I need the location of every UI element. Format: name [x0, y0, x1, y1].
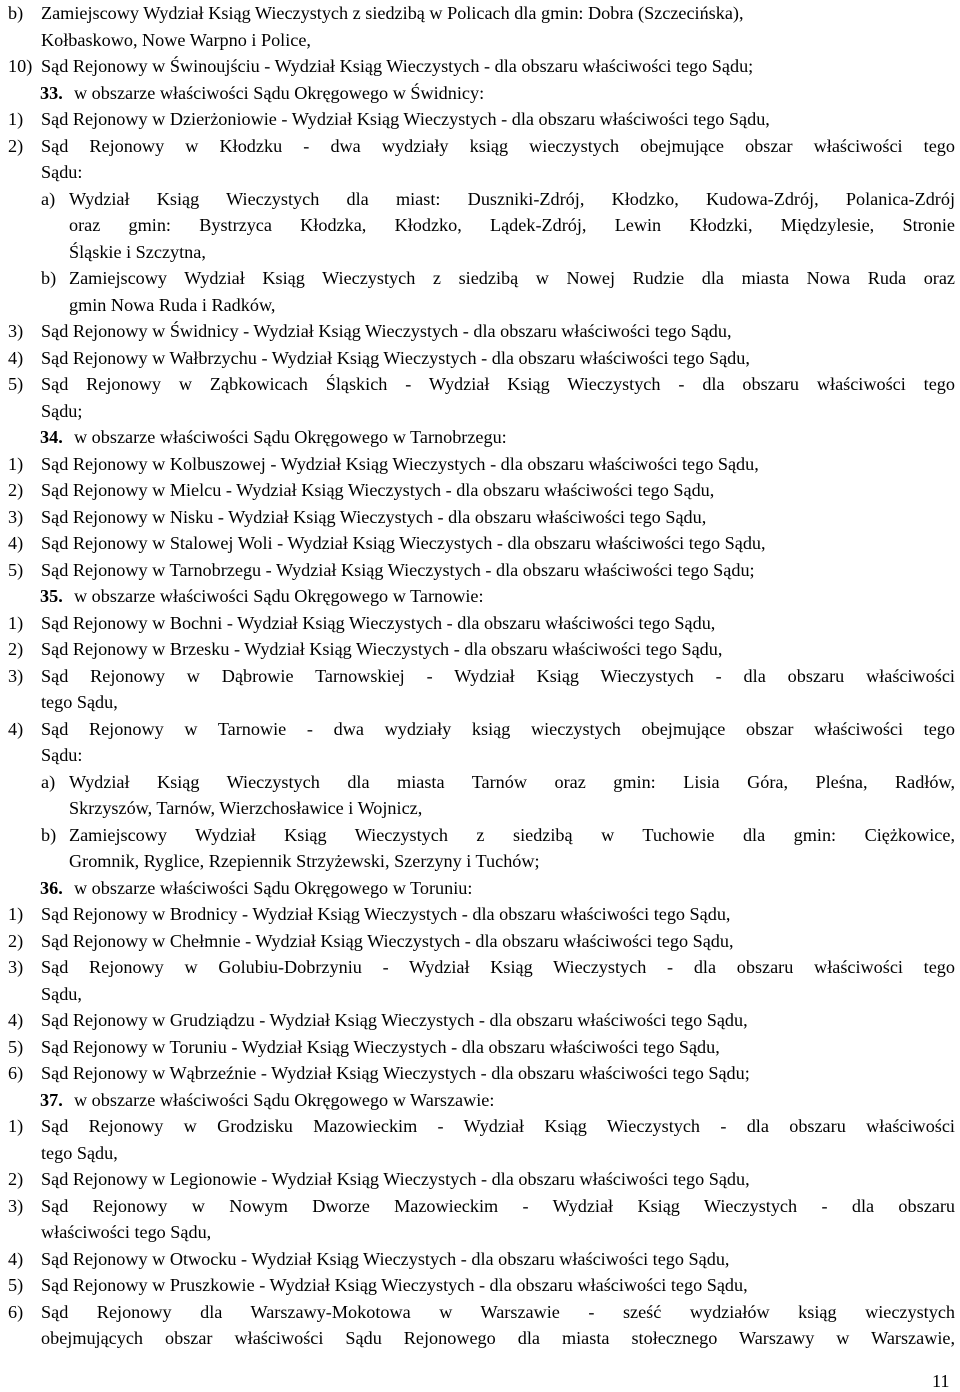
- line-text: Sądu:: [41, 745, 83, 765]
- line-text: Sąd Rejonowy w Legionowie - Wydział Ksiąg Wieczystych - dla obszaru właściwości tego Sądu,: [41, 1169, 750, 1189]
- line-text: Sąd Rejonowy w Świdnicy - Wydział Ksiąg Wieczystych - dla obszaru właściwości tego Sądu,: [41, 321, 732, 341]
- line-text: Sąd Rejonowy w Grodzisku Mazowieckim - Wydział Ksiąg Wieczystych - dla obszaru właściwości: [41, 1116, 955, 1136]
- line-text: Sąd Rejonowy w Świnoujściu - Wydział Ksiąg Wieczystych - dla obszaru właściwości tego Sądu;: [41, 56, 754, 76]
- item-marker: 3): [8, 506, 24, 527]
- item-marker: 1): [8, 612, 24, 633]
- line-text: Sąd Rejonowy w Golubiu-Dobrzyniu - Wydział Ksiąg Wieczystych - dla obszaru właściwości tego: [41, 957, 955, 977]
- item-marker: 5): [8, 374, 24, 394]
- line-text: Sąd Rejonowy w Ząbkowicach Śląskich - Wydział Ksiąg Wieczystych - dla obszaru właściwości tego: [41, 374, 955, 394]
- line-text: oraz gmin: Bystrzyca Kłodzka, Kłodzko, Lądek-Zdrój, Lewin Kłodzki, Międzylesie, Stronie: [69, 215, 955, 235]
- item-marker: a): [41, 188, 56, 209]
- line-text: Sąd Rejonowy w Grudziądzu - Wydział Ksiąg Wieczystych - dla obszaru właściwości tego Sądu,: [41, 1010, 748, 1030]
- line-text: Sąd Rejonowy w Nisku - Wydział Ksiąg Wieczystych - dla obszaru właściwości tego Sądu,: [41, 506, 707, 527]
- item-marker: 6): [8, 1301, 24, 1322]
- line-text: Zamiejscowy Wydział Ksiąg Wieczystych z siedzibą w Policach dla gmin: Dobra (Szczecińska),: [41, 3, 744, 23]
- item-marker: 1): [8, 1116, 24, 1136]
- line-text: Sąd Rejonowy w Dąbrowie Tarnowskiej - Wydział Ksiąg Wieczystych - dla obszaru właściwości: [41, 665, 955, 686]
- line-text: Sąd Rejonowy w Toruniu - Wydział Ksiąg Wieczystych - dla obszaru właściwości tego Sądu,: [41, 1036, 720, 1057]
- line-text: Sąd Rejonowy dla Warszawy-Mokotowa w Warszawie - sześć wydziałów ksiąg wieczystych: [41, 1301, 955, 1322]
- item-marker: 2): [8, 1169, 24, 1189]
- item-marker: 5): [8, 1275, 24, 1295]
- line-text: Sądu:: [41, 162, 83, 182]
- line-text: Śląskie i Szczytna,: [69, 241, 206, 262]
- item-marker: 6): [8, 1063, 24, 1083]
- line-text: Sąd Rejonowy w Pruszkowie - Wydział Ksiąg Wieczystych - dla obszaru właściwości tego Sądu,: [41, 1275, 748, 1295]
- line-text: gmin Nowa Ruda i Radków,: [69, 294, 276, 315]
- line-text: Sąd Rejonowy w Dzierżoniowie - Wydział Ksiąg Wieczystych - dla obszaru właściwości tego Sądu,: [41, 109, 770, 129]
- item-marker: 4): [8, 347, 24, 368]
- line-text: tego Sądu,: [41, 692, 118, 712]
- line-text: obejmujących obszar właściwości Sądu Rejonowego dla miasta stołecznego Warszawy w Warszawie,: [41, 1328, 955, 1348]
- section-number: 34.: [40, 427, 63, 447]
- line-text: Zamiejscowy Wydział Ksiąg Wieczystych z siedzibą w Nowej Rudzie dla miasta Nowa Ruda oraz: [69, 268, 955, 288]
- line-text: Wydział Ksiąg Wieczystych dla miasta Tarnów oraz gmin: Lisia Góra, Pleśna, Radłów,: [69, 771, 955, 792]
- line-text: Sądu;: [41, 400, 83, 421]
- item-marker: 3): [8, 1195, 24, 1216]
- item-marker: 1): [8, 904, 24, 924]
- line-text: Sąd Rejonowy w Otwocku - Wydział Ksiąg Wieczystych - dla obszaru właściwości tego Sądu,: [41, 1248, 730, 1269]
- line-text: Kołbaskowo, Nowe Warpno i Police,: [41, 29, 311, 50]
- item-marker: b): [41, 268, 57, 288]
- item-marker: 3): [8, 321, 24, 341]
- item-marker: 4): [8, 1248, 24, 1269]
- item-marker: 2): [8, 135, 24, 156]
- item-marker: 1): [8, 109, 24, 129]
- item-marker: 4): [8, 1010, 24, 1030]
- item-marker: 2): [8, 480, 24, 500]
- line-text: w obszarze właściwości Sądu Okręgowego w Toruniu:: [74, 877, 473, 898]
- line-text: Gromnik, Ryglice, Rzepiennik Strzyżewski, Szerzyny i Tuchów;: [69, 851, 540, 871]
- section-number: 37.: [40, 1089, 63, 1110]
- line-text: Sąd Rejonowy w Tarnobrzegu - Wydział Ksiąg Wieczystych - dla obszaru właściwości tego Sądu;: [41, 559, 755, 580]
- line-text: w obszarze właściwości Sądu Okręgowego w Świdnicy:: [74, 82, 485, 103]
- line-text: Sąd Rejonowy w Wąbrzeźnie - Wydział Ksiąg Wieczystych - dla obszaru właściwości tego Sądu;: [41, 1063, 750, 1083]
- line-text: Sąd Rejonowy w Brodnicy - Wydział Ksiąg Wieczystych - dla obszaru właściwości tego Sądu,: [41, 904, 731, 924]
- item-marker: 2): [8, 930, 24, 951]
- section-number: 36.: [40, 877, 63, 898]
- line-text: Sąd Rejonowy w Wałbrzychu - Wydział Ksiąg Wieczystych - dla obszaru właściwości tego Sądu,: [41, 347, 750, 368]
- section-number: 35.: [40, 586, 63, 606]
- item-marker: 3): [8, 957, 24, 977]
- line-text: Sąd Rejonowy w Kolbuszowej - Wydział Ksiąg Wieczystych - dla obszaru właściwości tego Sądu,: [41, 453, 759, 474]
- item-marker: 10): [8, 56, 33, 76]
- line-text: Sąd Rejonowy w Kłodzku - dwa wydziały ksiąg wieczystych obejmujące obszar właściwości tego: [41, 135, 955, 156]
- line-text: Sąd Rejonowy w Bochni - Wydział Ksiąg Wieczystych - dla obszaru właściwości tego Sądu,: [41, 612, 716, 633]
- item-marker: 4): [8, 533, 24, 553]
- line-text: w obszarze właściwości Sądu Okręgowego w Tarnowie:: [74, 586, 484, 606]
- line-text: tego Sądu,: [41, 1142, 118, 1163]
- line-text: Sąd Rejonowy w Nowym Dworze Mazowieckim - Wydział Ksiąg Wieczystych - dla obszaru: [41, 1195, 955, 1216]
- line-text: Sąd Rejonowy w Chełmnie - Wydział Ksiąg Wieczystych - dla obszaru właściwości tego Sądu,: [41, 930, 734, 951]
- item-marker: 3): [8, 665, 24, 686]
- line-text: Wydział Ksiąg Wieczystych dla miast: Duszniki-Zdrój, Kłodzko, Kudowa-Zdrój, Polanica-Zdrój: [69, 188, 955, 209]
- page-number: 11: [932, 1371, 950, 1391]
- line-text: Sąd Rejonowy w Mielcu - Wydział Ksiąg Wieczystych - dla obszaru właściwości tego Sądu,: [41, 480, 715, 500]
- line-text: Zamiejscowy Wydział Ksiąg Wieczystych z siedzibą w Tuchowie dla gmin: Ciężkowice,: [69, 824, 955, 845]
- section-number: 33.: [40, 82, 63, 103]
- line-text: w obszarze właściwości Sądu Okręgowego w Warszawie:: [74, 1089, 495, 1110]
- line-text: Sąd Rejonowy w Stalowej Woli - Wydział Ksiąg Wieczystych - dla obszaru właściwości tego Sądu,: [41, 533, 766, 553]
- item-marker: 5): [8, 1036, 24, 1057]
- item-marker: 2): [8, 639, 24, 659]
- item-marker: 1): [8, 453, 24, 474]
- line-text: Sądu,: [41, 983, 82, 1004]
- item-marker: 4): [8, 718, 24, 739]
- item-marker: b): [41, 824, 57, 845]
- line-text: Skrzyszów, Tarnów, Wierzchosławice i Wojnicz,: [69, 798, 423, 818]
- item-marker: 5): [8, 559, 24, 580]
- line-text: Sąd Rejonowy w Brzesku - Wydział Ksiąg Wieczystych - dla obszaru właściwości tego Sądu,: [41, 639, 723, 659]
- item-marker: b): [8, 3, 24, 23]
- line-text: Sąd Rejonowy w Tarnowie - dwa wydziały ksiąg wieczystych obejmujące obszar właściwości tego: [41, 718, 955, 739]
- line-text: właściwości tego Sądu,: [41, 1222, 212, 1242]
- item-marker: a): [41, 771, 56, 792]
- line-text: w obszarze właściwości Sądu Okręgowego w Tarnobrzegu:: [74, 427, 507, 447]
